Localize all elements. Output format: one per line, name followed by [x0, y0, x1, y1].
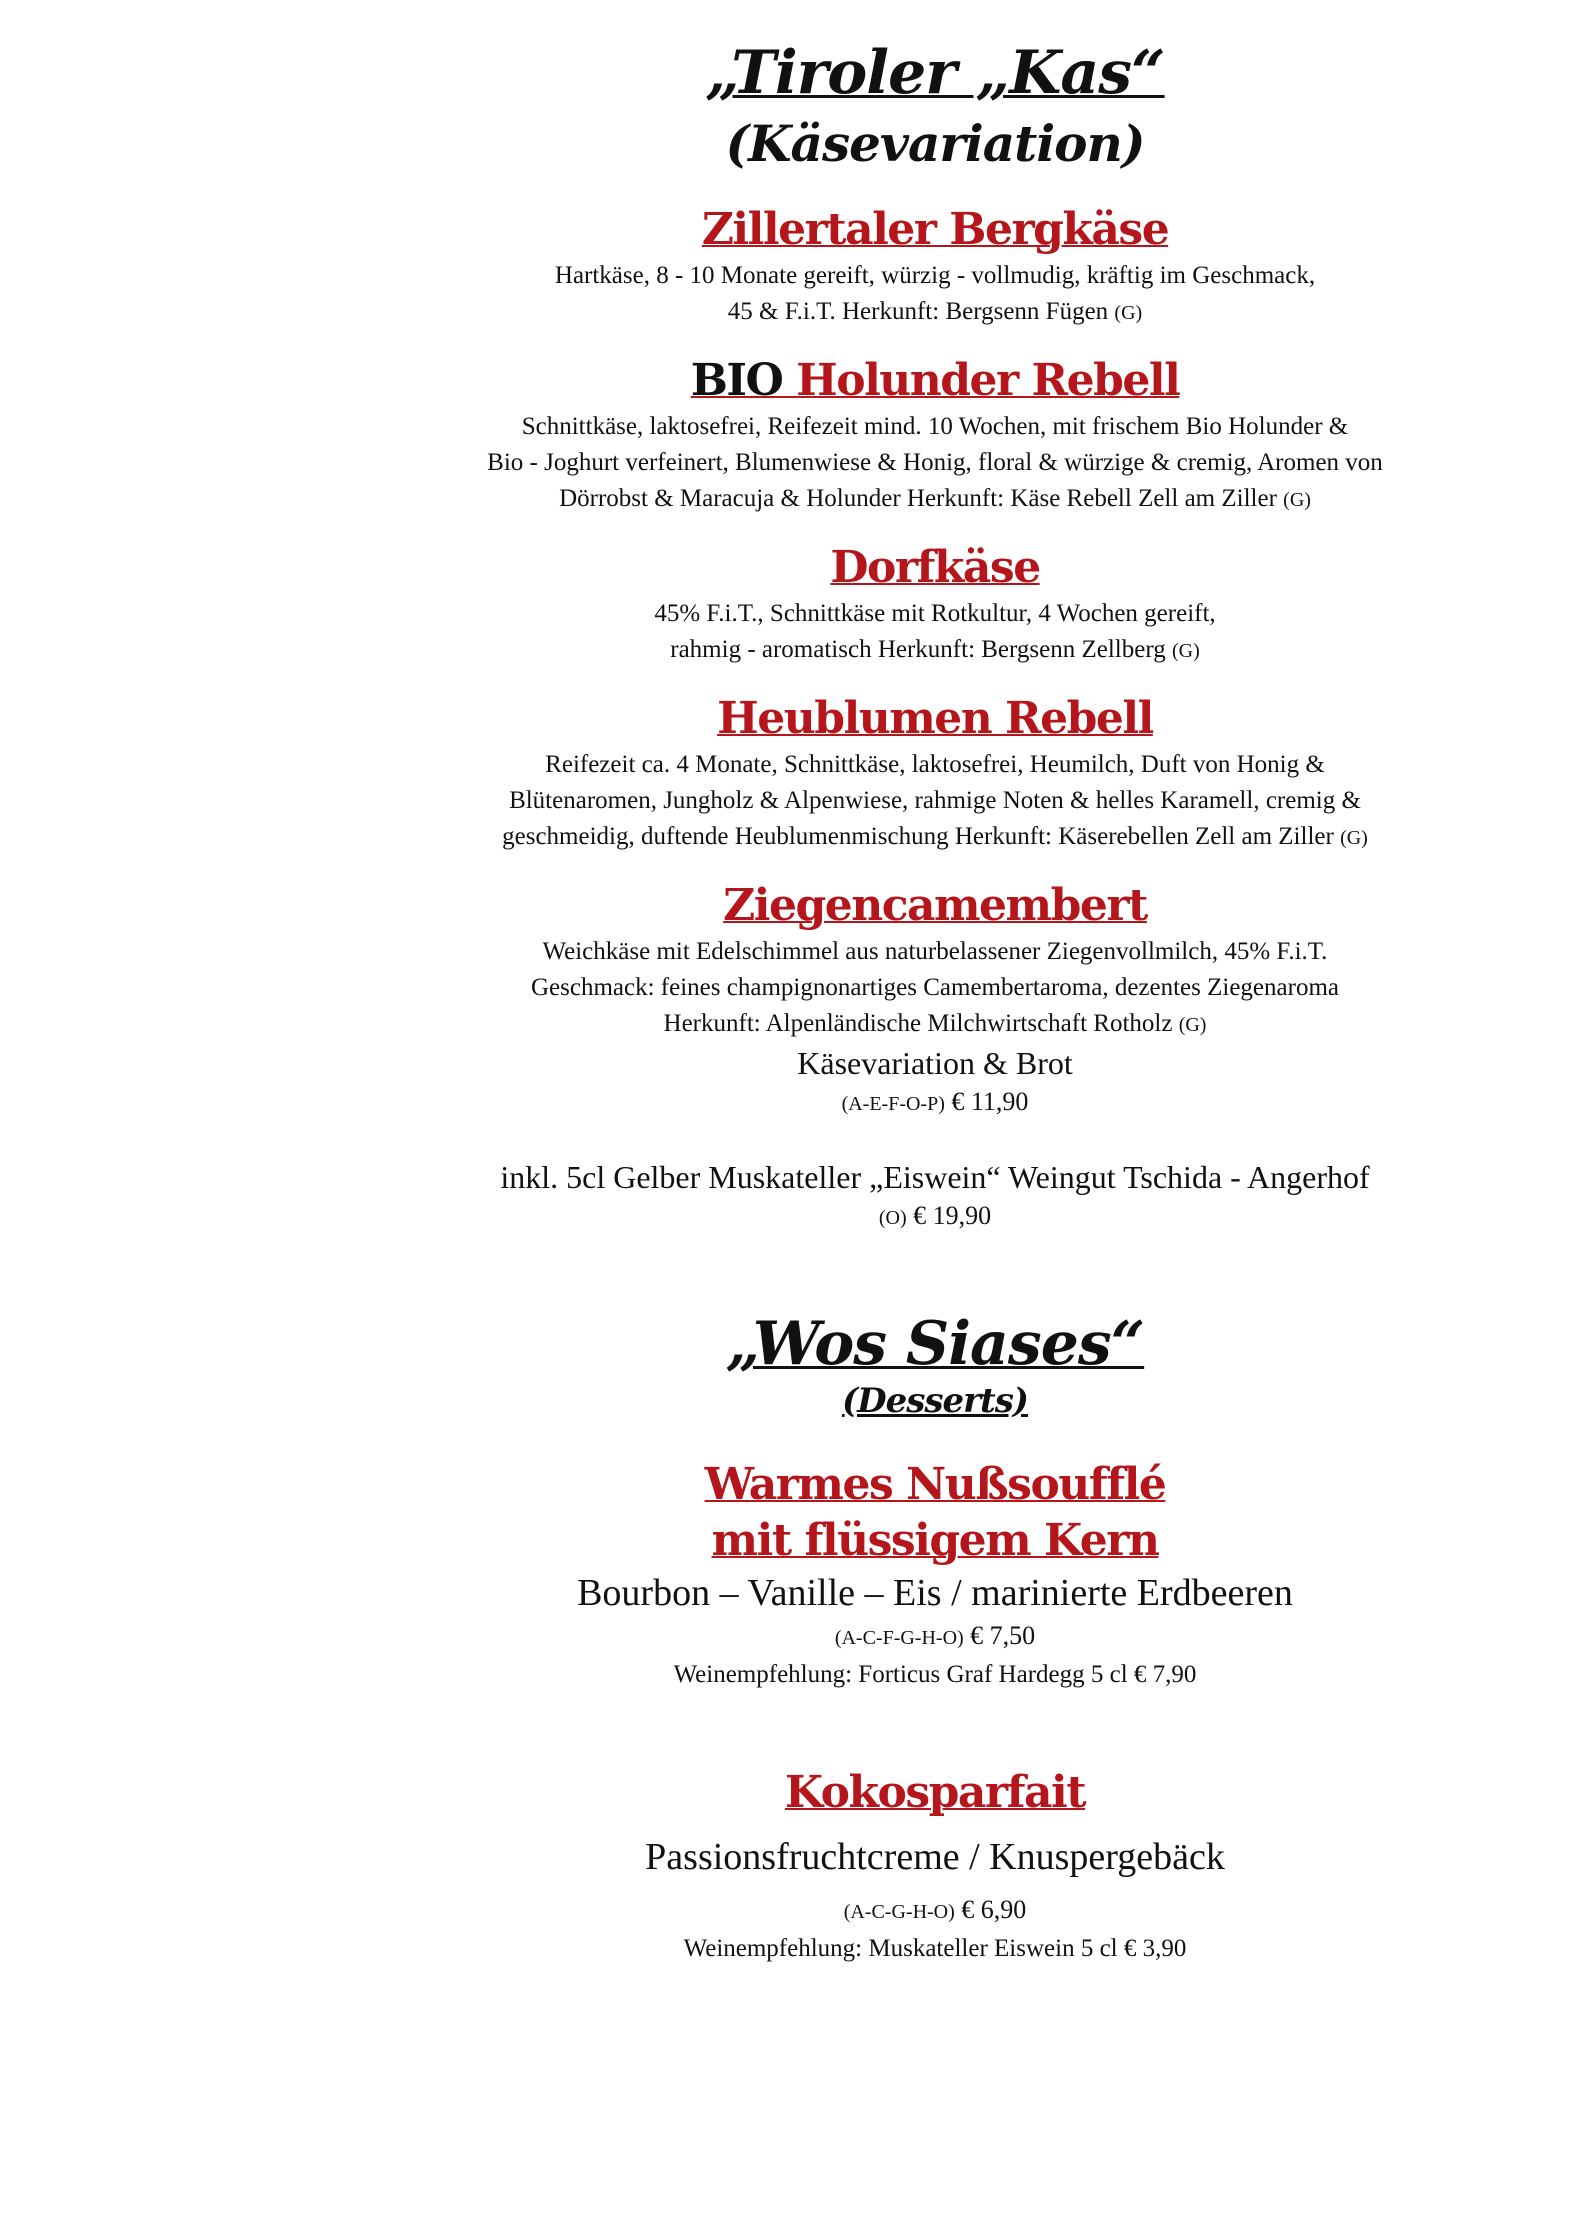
- item-description-line: Schnittkäse, laktosefrei, Reifezeit mind. 10 Wochen, mit frischem Bio Holunder &: [521, 413, 1349, 440]
- item-description-line: rahmig - aromatisch Herkunft: Bergsenn Zellberg (G): [670, 636, 1200, 663]
- allergen-code: (G): [1114, 302, 1143, 324]
- item-description: Bourbon – Vanille – Eis / marinierte Erdbeeren: [577, 1572, 1293, 1614]
- item-description-line: Geschmack: feines champignonartiges Camembertaroma, dezentes Ziegenaroma: [531, 974, 1339, 1001]
- price: € 19,90: [913, 1201, 992, 1230]
- menu-item-holunder-rebell: [320, 353, 1550, 518]
- desserts-section-title: „Wos Siases“: [725, 1309, 1145, 1379]
- allergen-code: (G): [1283, 489, 1311, 511]
- item-description-line: Hartkäse, 8 - 10 Monate gereift, würzig - vollmudig, kräftig im Geschmack,: [554, 262, 1316, 289]
- item-description-line: Weichkäse mit Edelschimmel aus naturbelassener Ziegenvollmilch, 45% F.i.T.: [542, 938, 1328, 965]
- item-price-line: [320, 1617, 1550, 1657]
- price: € 7,50: [970, 1621, 1036, 1650]
- allergen-codes: (A-C-F-G-H-O): [834, 1627, 964, 1649]
- menu-item-dorfkaese: [320, 540, 1550, 669]
- item-title-line2: mit flüssigem Kern: [711, 1515, 1159, 1566]
- item-description-line: 45% F.i.T., Schnittkäse mit Rotkultur, 4 Wochen gereift,: [654, 600, 1216, 627]
- item-description-line: Reifezeit ca. 4 Monate, Schnittkäse, laktosefrei, Heumilch, Duft von Honig &: [545, 751, 1325, 778]
- item-price-line: [320, 1891, 1550, 1931]
- wine-recommendation: Weinempfehlung: Forticus Graf Hardegg 5 cl € 7,90: [673, 1661, 1197, 1688]
- bio-prefix: BIO: [690, 355, 783, 406]
- menu-item-nusssouffle: [320, 1457, 1550, 1693]
- price: € 6,90: [961, 1895, 1027, 1924]
- item-description-line: Dörrobst & Maracuja & Holunder Herkunft: Käse Rebell Zell am Ziller (G): [559, 485, 1311, 512]
- item-title: Heublumen Rebell: [717, 693, 1153, 744]
- wine-recommendation: Weinempfehlung: Muskateller Eiswein 5 cl € 3,90: [683, 1935, 1187, 1962]
- desserts-section-subtitle: (Desserts): [842, 1381, 1028, 1421]
- extra-label: inkl. 5cl Gelber Muskateller „Eiswein“ Weingut Tschida - Angerhof: [500, 1159, 1370, 1195]
- allergen-code: (G): [1178, 1014, 1207, 1036]
- allergen-codes: (A-E-F-O-P): [841, 1093, 945, 1115]
- item-title: BIO Holunder Rebell: [690, 355, 1180, 406]
- allergen-codes: (A-C-G-H-O): [843, 1901, 955, 1923]
- menu-item-heublumen-rebell: [320, 691, 1550, 856]
- item-description-line: Herkunft: Alpenländische Milchwirtschaft Rotholz (G): [663, 1010, 1207, 1037]
- cheese-section-title: „Tiroler „Kas“: [705, 38, 1165, 108]
- menu-item-ziegencamembert: [320, 878, 1550, 1043]
- item-title: Dorfkäse: [830, 542, 1040, 593]
- allergen-code: (G): [1340, 827, 1368, 849]
- item-title: Kokosparfait: [784, 1767, 1086, 1818]
- item-description-line: Bio - Joghurt verfeinert, Blumenwiese & Honig, floral & würzige & cremig, Aromen von: [487, 449, 1383, 476]
- combo-label: Käsevariation & Brot: [797, 1045, 1073, 1081]
- cheese-section-subtitle: (Käsevariation): [725, 114, 1145, 173]
- allergen-codes: (O): [878, 1207, 907, 1229]
- item-description-line: Blütenaromen, Jungholz & Alpenwiese, rahmige Noten & helles Karamell, cremig &: [509, 787, 1361, 814]
- item-description-line: geschmeidig, duftende Heublumenmischung Herkunft: Käserebellen Zell am Ziller (G): [502, 823, 1368, 850]
- item-description: Passionsfruchtcreme / Knuspergebäck: [645, 1836, 1225, 1878]
- item-title: Zillertaler Bergkäse: [701, 204, 1169, 255]
- menu-item-zillertaler-bergkaese: [320, 202, 1550, 331]
- combo-price-line: [320, 1083, 1550, 1123]
- menu-item-kokosparfait: [320, 1765, 1550, 1967]
- price: € 11,90: [951, 1087, 1029, 1116]
- allergen-code: (G): [1171, 640, 1200, 662]
- menu-page: [320, 38, 1550, 1967]
- item-title: Ziegencamembert: [723, 880, 1147, 931]
- extra-price-line: [320, 1197, 1550, 1237]
- item-title: Warmes Nußsoufflé: [704, 1459, 1166, 1510]
- item-description-line: 45 & F.i.T. Herkunft: Bergsenn Fügen (G): [727, 298, 1143, 325]
